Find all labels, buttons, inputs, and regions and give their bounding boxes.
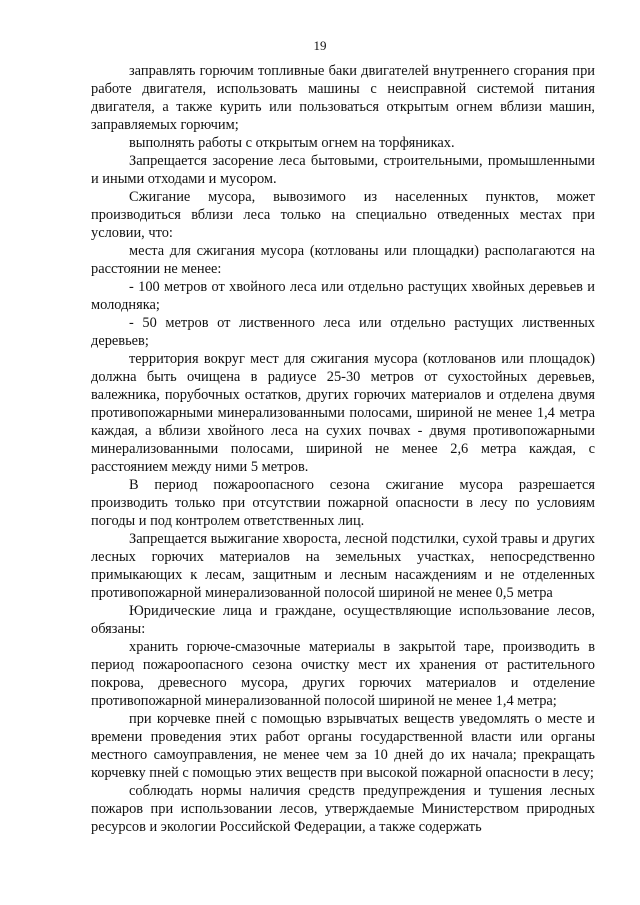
paragraph: Сжигание мусора, вывозимого из населенных пунктов, может производиться вблизи леса только на специально отведенных местах при условии, что: xyxy=(91,189,595,241)
paragraph: Запрещается выжигание хвороста, лесной подстилки, сухой травы и других лесных горючих материалов на земельных участках, непосредственно примыкающих к лесам, защитным и лесным насаждениям и не отделенных противопожарной минерализованной полосой шириной не менее 0,5 метра xyxy=(91,531,595,601)
paragraph: выполнять работы с открытым огнем на торфяниках. xyxy=(129,135,455,151)
paragraph: хранить горюче-смазочные материалы в закрытой таре, производить в период пожароопасного сезона очистку мест их хранения от растительного покрова, древесного мусора, других горючих материалов и отделение противопожарной минерализованной полосой шириной не менее 1,4 метра; xyxy=(91,639,595,709)
paragraph: Юридические лица и граждане, осуществляющие использование лесов, обязаны: xyxy=(91,603,595,637)
paragraph: Запрещается засорение леса бытовыми, строительными, промышленными и иными отходами и мусором. xyxy=(91,153,595,187)
paragraph: при корчевке пней с помощью взрывчатых веществ уведомлять о месте и времени проведения этих работ органы государственной власти или органы местного самоуправления, не менее чем за 10 дней до их начала; прекращать корчевку пней с помощью этих веществ при высокой пожарной опасности в лесу; xyxy=(91,711,595,781)
list-item: - 100 метров от хвойного леса или отдельно растущих хвойных деревьев и молодняка; xyxy=(91,279,595,313)
page-number: 19 xyxy=(313,38,327,53)
paragraph: соблюдать нормы наличия средств предупреждения и тушения лесных пожаров при использовании лесов, утверждаемые Министерством природных ресурсов и экологии Российской Федерации, а также содержать xyxy=(91,783,595,835)
paragraph: территория вокруг мест для сжигания мусора (котлованов или площадок) должна быть очищена в радиусе 25-30 метров от сухостойных деревьев, валежника, порубочных остатков, других горючих материалов и отделена двумя противопожарными минерализованными полосами, шириной не менее 1,4 метра каждая, а вблизи хвойного леса на сухих почвах - двумя противопожарными минерализованными полосами, шириной не менее 2,6 метра каждая, с расстоянием между ними 5 метров. xyxy=(91,351,595,475)
document-body xyxy=(91,62,595,836)
paragraph: заправлять горючим топливные баки двигателей внутреннего сгорания при работе двигателя, использовать машины с неисправной системой питания двигателя, а также курить или пользоваться открытым огнем вблизи машин, заправляемых горючим; xyxy=(91,63,595,133)
paragraph: В период пожароопасного сезона сжигание мусора разрешается производить только при отсутствии пожарной опасности в лесу по условиям погоды и под контролем ответственных лиц. xyxy=(91,477,595,529)
paragraph: места для сжигания мусора (котлованы или площадки) располагаются на расстоянии не менее: xyxy=(91,243,595,277)
list-item: - 50 метров от лиственного леса или отдельно растущих лиственных деревьев; xyxy=(91,315,595,349)
